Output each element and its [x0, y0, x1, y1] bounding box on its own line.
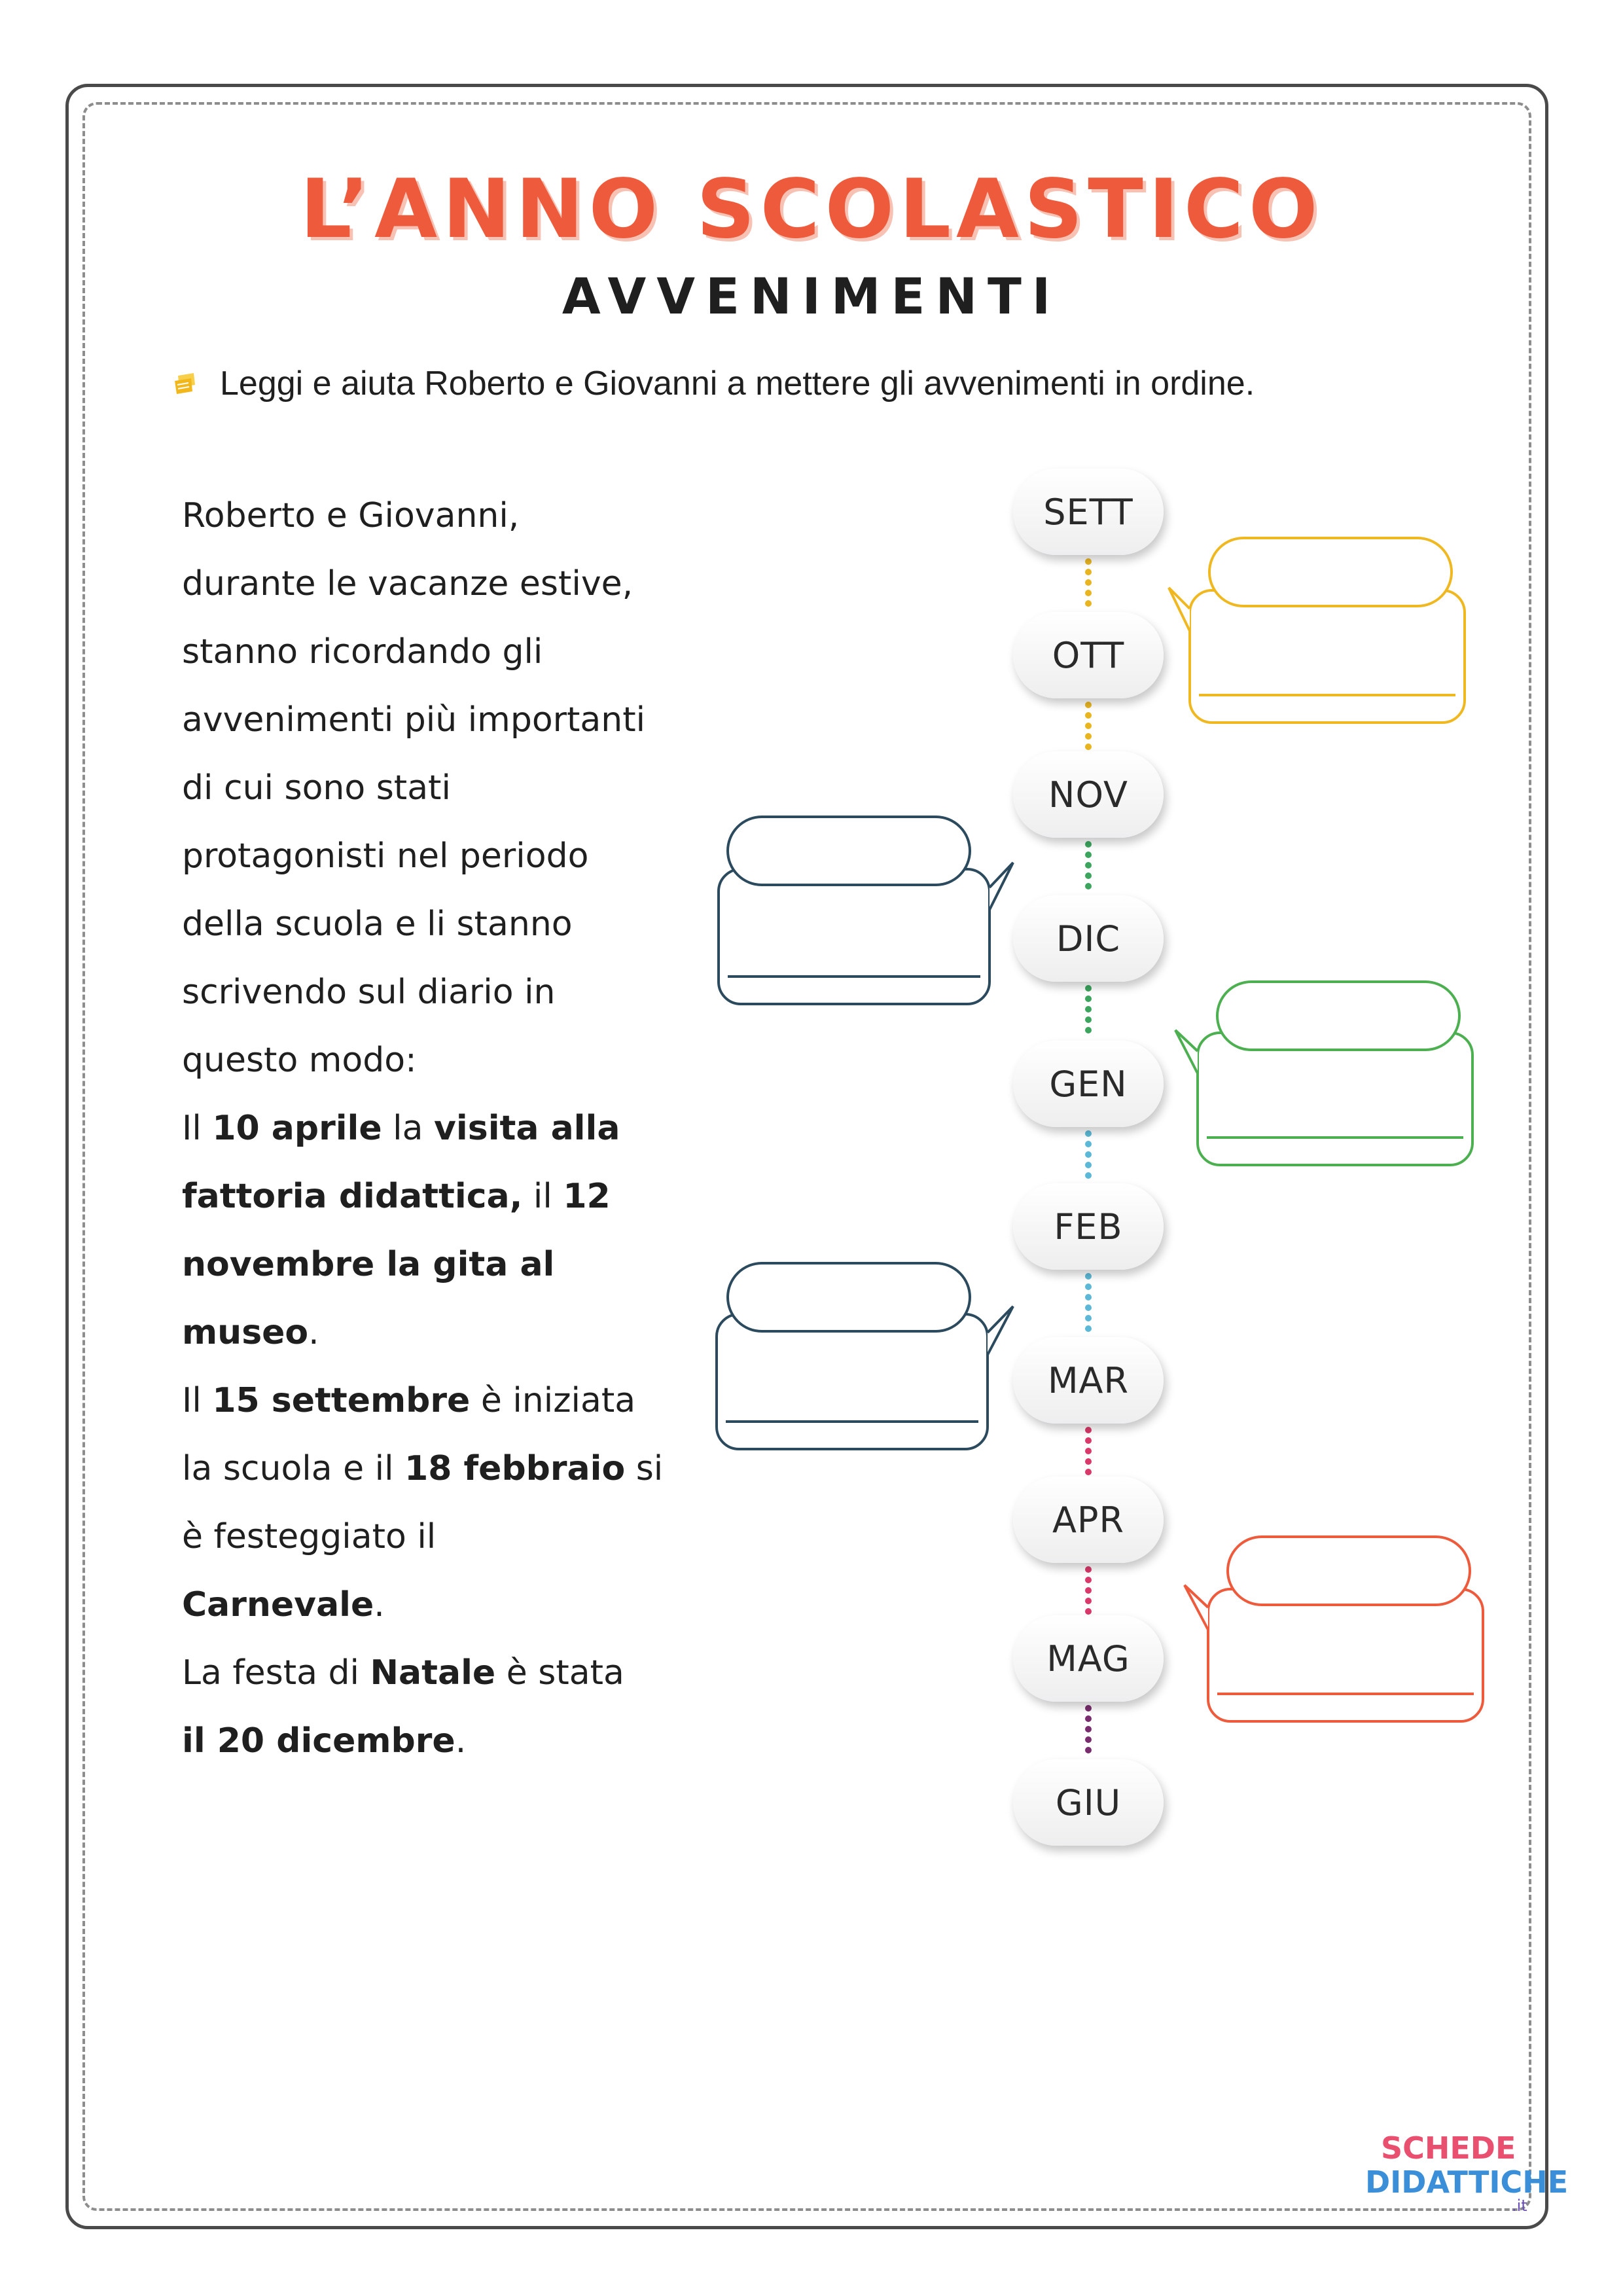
story-line: scrivendo sul diario in — [182, 973, 556, 1012]
month-pill-apr: APR — [1013, 1477, 1164, 1563]
month-pill-feb: FEB — [1013, 1183, 1164, 1270]
story-line: è festeggiato il — [182, 1517, 437, 1556]
month-pill-gen: GEN — [1013, 1041, 1164, 1127]
month-pill-sett: SETT — [1013, 469, 1164, 555]
story-line: stanno ricordando gli — [182, 632, 543, 672]
story-line: Il 15 settembre è iniziata — [182, 1381, 636, 1420]
svg-text:.it: .it — [1512, 2197, 1527, 2215]
story-line: Il 10 aprile la visita alla — [182, 1109, 620, 1148]
story-text — [182, 482, 705, 1775]
story-line: la scuola e il 18 febbraio si — [182, 1449, 664, 1488]
story-line: il 20 dicembre. — [182, 1721, 467, 1761]
svg-text:DIDATTICHE: DIDATTICHE — [1365, 2164, 1569, 2200]
story-line: Roberto e Giovanni, — [182, 496, 520, 535]
sticky-note-icon — [171, 370, 198, 397]
worksheet-subtitle: AVVENIMENTI — [562, 267, 1061, 325]
story-line: di cui sono stati — [182, 768, 451, 808]
month-pill-giu: GIU — [1013, 1759, 1164, 1846]
worksheet-title: L’ANNO SCOLASTICO — [300, 162, 1323, 257]
story-line: durante le vacanze estive, — [182, 564, 633, 603]
story-line: museo. — [182, 1313, 319, 1352]
month-pill-nov: NOV — [1013, 751, 1164, 838]
story-line: avvenimenti più importanti — [182, 700, 646, 740]
story-line: questo modo: — [182, 1041, 417, 1080]
instruction-text: Leggi e aiuta Roberto e Giovanni a mettere gli avvenimenti in ordine. — [220, 365, 1255, 403]
story-line: novembre la gita al — [182, 1245, 555, 1284]
story-line: della scuola e li stanno — [182, 905, 573, 944]
svg-text:SCHEDE: SCHEDE — [1381, 2130, 1516, 2166]
month-pill-mar: MAR — [1013, 1337, 1164, 1424]
month-pill-ott: OTT — [1013, 612, 1164, 698]
month-pill-dic: DIC — [1013, 895, 1164, 982]
schede-didattiche-logo — [1361, 2119, 1569, 2217]
story-line: protagonisti nel periodo — [182, 836, 589, 876]
story-line: La festa di Natale è stata — [182, 1653, 624, 1693]
story-line: Carnevale. — [182, 1585, 385, 1624]
month-pill-mag: MAG — [1013, 1615, 1164, 1702]
story-line: fattoria didattica, il 12 — [182, 1177, 611, 1216]
